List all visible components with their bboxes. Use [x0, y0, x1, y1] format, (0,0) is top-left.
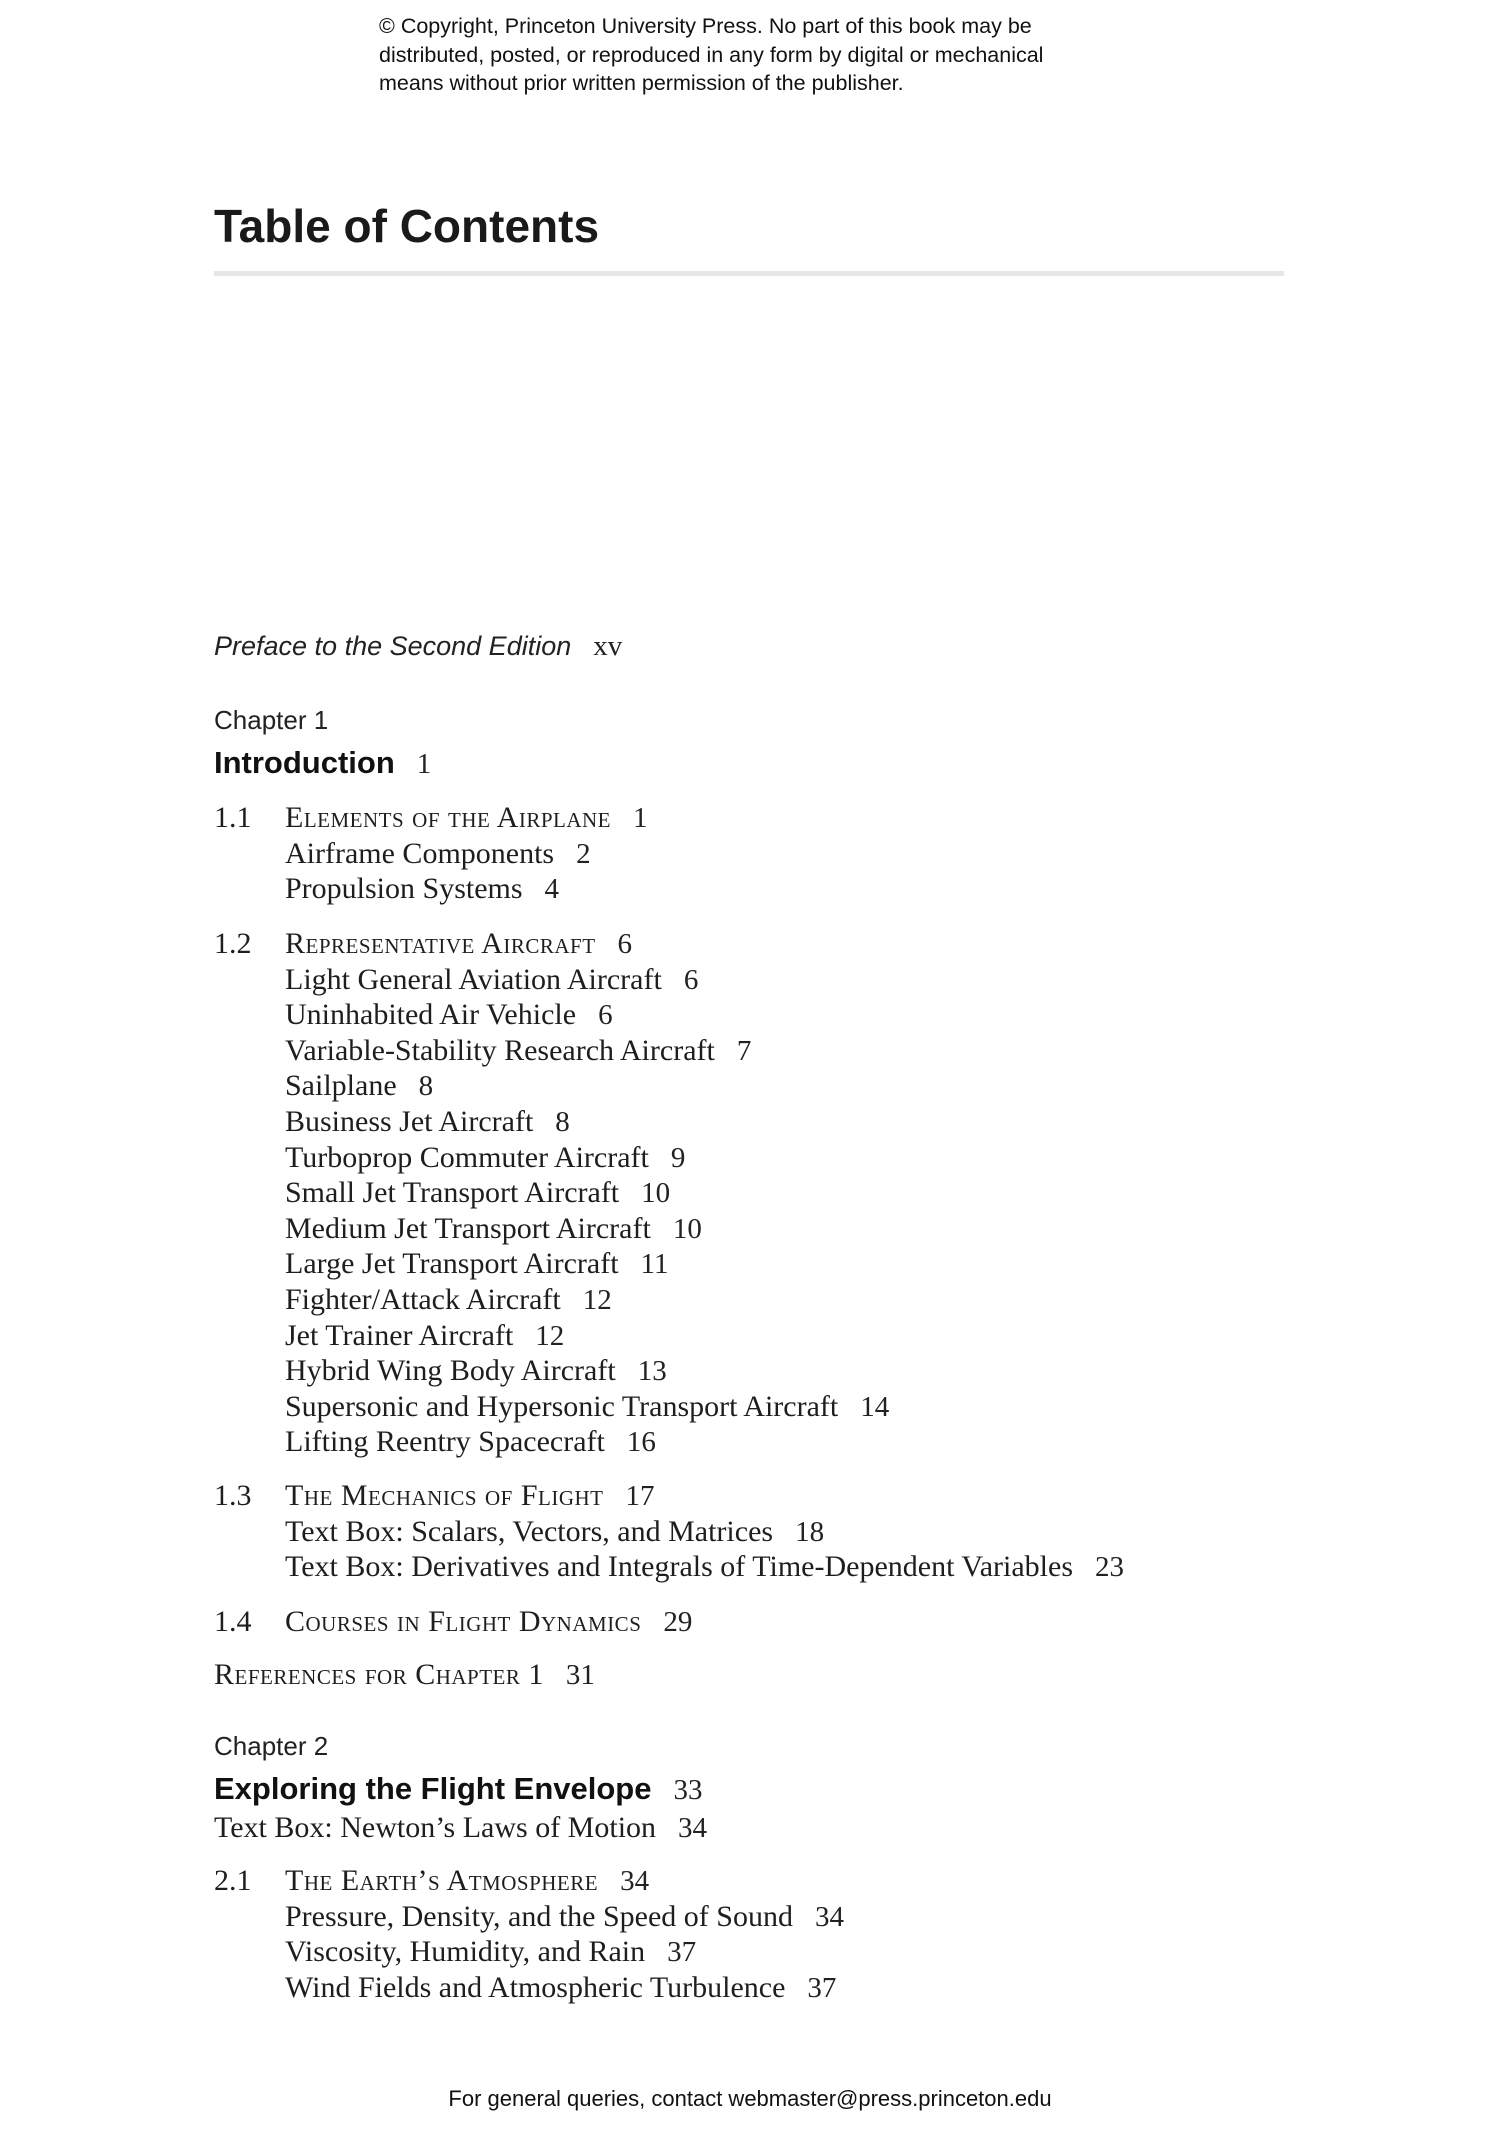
page-number: 18: [795, 1515, 825, 1548]
page-title: Table of Contents: [214, 200, 600, 252]
toc-section-group: [214, 1810, 707, 1846]
page-number: 8: [418, 1070, 434, 1103]
page-number: 10: [641, 1177, 671, 1210]
page-number: 11: [640, 1248, 669, 1281]
toc-section-group: [214, 926, 889, 1460]
toc-subsection-entry[interactable]: [214, 836, 648, 872]
toc-section-group: [214, 1478, 1124, 1585]
toc-subsection-entry[interactable]: [214, 1514, 1124, 1550]
section-number: 1.1: [214, 801, 252, 834]
page-number: 17: [625, 1480, 655, 1512]
subsection-title: Uninhabited Air Vehicle: [285, 998, 577, 1032]
page-number: 37: [807, 1971, 837, 2004]
chapter-title: Exploring the Flight Envelope: [214, 1771, 652, 1806]
copyright-notice: [379, 12, 1043, 98]
page-number: 12: [535, 1319, 565, 1352]
subsection-title: Medium Jet Transport Aircraft: [285, 1211, 651, 1245]
copyright-line: means without prior written permission of the publisher.: [379, 71, 904, 95]
toc-subsection-entry[interactable]: [214, 1175, 889, 1211]
page-number: 7: [736, 1034, 752, 1067]
section-title: References for Chapter 1: [214, 1658, 544, 1691]
toc-subsection-entry[interactable]: [214, 1549, 1124, 1585]
subsection-title: Jet Trainer Aircraft: [285, 1318, 514, 1352]
subsection-title: Text Box: Derivatives and Integrals of Time-Dependent Variables: [285, 1550, 1073, 1584]
subsection-title: Text Box: Scalars, Vectors, and Matrices: [285, 1514, 774, 1548]
toc-section-entry[interactable]: [214, 1657, 595, 1693]
page-number: 14: [860, 1390, 890, 1423]
section-title: The Mechanics of Flight: [285, 1479, 604, 1512]
toc-subsection-entry[interactable]: [214, 1282, 889, 1318]
toc-subsection-entry[interactable]: [214, 997, 889, 1033]
toc-subsection-entry[interactable]: [214, 871, 648, 907]
toc-preface-entry[interactable]: [214, 630, 622, 663]
title-divider: [214, 271, 1284, 276]
section-number: 2.1: [214, 1864, 252, 1897]
page-number: 6: [617, 928, 633, 960]
subsection-title: Business Jet Aircraft: [285, 1104, 534, 1138]
toc-subsection-entry[interactable]: [214, 1424, 889, 1460]
toc-section-entry[interactable]: [214, 800, 648, 836]
toc-subsection-entry[interactable]: [214, 1246, 889, 1282]
section-number: 1.4: [214, 1605, 252, 1638]
copyright-line: © Copyright, Princeton University Press. No part of this book may be: [379, 14, 1032, 38]
footer-contact: For general queries, contact webmaster@press.princeton.edu: [448, 2086, 1052, 2111]
page-number: 33: [673, 1774, 703, 1806]
copyright-line: distributed, posted, or reproduced in any form by digital or mechanical: [379, 42, 1044, 67]
toc-subsection-entry[interactable]: [214, 1970, 844, 2006]
chapter-title: Introduction: [214, 745, 395, 780]
toc-subsection-entry[interactable]: [214, 962, 889, 998]
subsection-title: Turboprop Commuter Aircraft: [285, 1140, 649, 1174]
section-title: Elements of the Airplane: [285, 801, 611, 834]
page-number: 29: [663, 1606, 693, 1638]
subsection-title: Viscosity, Humidity, and Rain: [285, 1935, 646, 1969]
page-number: 9: [670, 1141, 686, 1174]
toc-section-group: [214, 800, 648, 907]
subsection-title: Sailplane: [285, 1069, 397, 1103]
chapter-1-label: Chapter 1: [214, 705, 329, 735]
toc-subsection-entry[interactable]: [214, 1934, 844, 1970]
toc-subsection-entry[interactable]: [214, 1140, 889, 1176]
page-number: 6: [683, 963, 699, 996]
toc-section-group: [214, 1657, 595, 1693]
section-number: 1.3: [214, 1479, 252, 1512]
page-number: 12: [582, 1283, 612, 1316]
toc-subsection-entry[interactable]: [214, 1033, 889, 1069]
toc-subsection-entry[interactable]: [214, 1211, 889, 1247]
section-title: Courses in Flight Dynamics: [285, 1605, 642, 1638]
subsection-title: Large Jet Transport Aircraft: [285, 1247, 619, 1281]
section-title: The Earth’s Atmosphere: [285, 1864, 599, 1897]
subsection-title: Supersonic and Hypersonic Transport Aircraft: [285, 1389, 839, 1423]
toc-section-entry[interactable]: [214, 1810, 707, 1846]
subsection-title: Propulsion Systems: [285, 872, 523, 906]
section-title: Text Box: Newton’s Laws of Motion: [214, 1811, 657, 1844]
page-number: 34: [814, 1900, 844, 1933]
subsection-title: Light General Aviation Aircraft: [285, 962, 662, 996]
page-number: 23: [1095, 1551, 1124, 1584]
subsection-title: Wind Fields and Atmospheric Turbulence: [285, 1970, 786, 2004]
toc-subsection-entry[interactable]: [214, 1353, 889, 1389]
subsection-title: Airframe Components: [285, 836, 555, 870]
toc-section-group: [214, 1863, 844, 2005]
toc-subsection-entry[interactable]: [214, 1899, 844, 1935]
page-number: 31: [565, 1659, 595, 1691]
toc-section-entry[interactable]: [214, 926, 889, 962]
preface-label: Preface to the Second Edition: [214, 631, 572, 661]
chapter-2-label: Chapter 2: [214, 1731, 329, 1761]
subsection-title: Variable-Stability Research Aircraft: [285, 1033, 715, 1067]
toc-section-group: [214, 1604, 692, 1640]
page-number: 4: [544, 873, 560, 906]
page-number: 34: [620, 1865, 650, 1897]
section-number: 1.2: [214, 927, 252, 960]
toc-section-entry[interactable]: [214, 1478, 1124, 1514]
page-number: 10: [672, 1212, 702, 1245]
page-number: xv: [593, 630, 623, 662]
page-number: 16: [626, 1426, 656, 1459]
page-number: 34: [678, 1812, 708, 1844]
page-number: 2: [576, 837, 591, 870]
toc-section-entry[interactable]: [214, 1604, 692, 1640]
subsection-title: Pressure, Density, and the Speed of Sound: [285, 1899, 793, 1933]
section-title: Representative Aircraft: [285, 927, 596, 960]
page-number: 13: [637, 1355, 667, 1388]
toc-subsection-entry[interactable]: [214, 1104, 889, 1140]
chapter-1-title-entry[interactable]: [214, 745, 431, 781]
subsection-title: Hybrid Wing Body Aircraft: [285, 1354, 616, 1388]
page-number: 6: [598, 999, 613, 1032]
subsection-title: Fighter/Attack Aircraft: [285, 1282, 561, 1316]
subsection-title: Small Jet Transport Aircraft: [285, 1176, 620, 1210]
page-number: 1: [416, 748, 432, 780]
subsection-title: Lifting Reentry Spacecraft: [285, 1425, 605, 1459]
toc-subsection-entry[interactable]: [214, 1068, 889, 1104]
page-number: 8: [555, 1105, 570, 1138]
toc-section-entry[interactable]: [214, 1863, 844, 1899]
page-number: 1: [633, 802, 648, 834]
toc-subsection-entry[interactable]: [214, 1318, 889, 1354]
toc-subsection-entry[interactable]: [214, 1389, 889, 1425]
chapter-2-title-entry[interactable]: [214, 1771, 702, 1807]
page-number: 37: [667, 1936, 697, 1969]
